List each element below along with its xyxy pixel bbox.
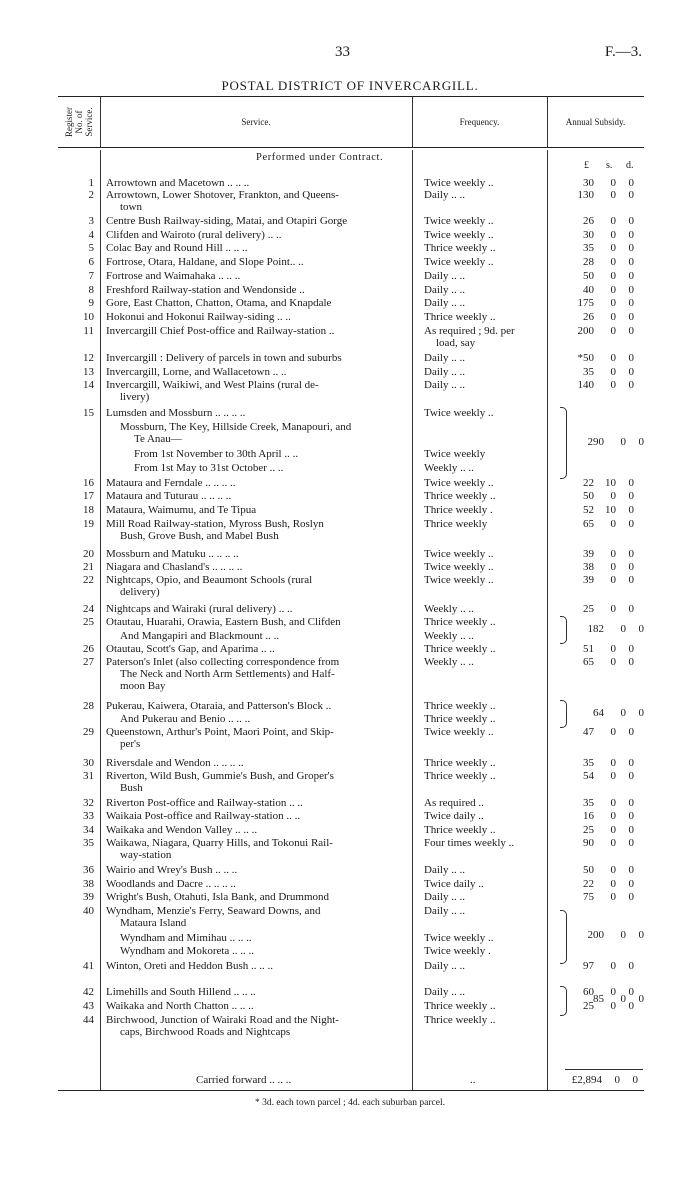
group-brace: [560, 986, 567, 1016]
carried-forward-dots: ..: [470, 1074, 476, 1086]
frequency: Daily .. ..: [424, 366, 465, 378]
service-description: Pukerau, Kaiwera, Otaraia, and Patterson's Block ..: [106, 700, 332, 712]
frequency: Daily .. ..: [424, 864, 465, 876]
group-brace: [560, 407, 567, 479]
service-description: Wyndham, Menzie's Ferry, Seaward Downs, and Mataura Island: [106, 905, 321, 929]
group-brace: [560, 910, 567, 964]
register-number: 19: [83, 518, 94, 530]
frequency: Daily .. ..: [424, 297, 465, 309]
service-description: And Mangapiri and Blackmount .. ..: [120, 630, 280, 642]
service-description: Clifden and Wairoto (rural delivery) .. ..: [106, 229, 282, 241]
frequency: Thrice weekly ..: [424, 1014, 496, 1026]
frequency: Twice weekly .: [424, 945, 491, 957]
frequency: Twice weekly ..: [424, 407, 494, 419]
service-description: Riverton, Wild Bush, Gummie's Bush, and Groper's Bush: [106, 770, 334, 794]
service-description: Nightcaps, Opio, and Beaumont Schools (rural delivery): [106, 574, 313, 598]
register-number: 26: [83, 643, 94, 655]
register-number: 5: [88, 242, 94, 254]
annual-subsidy: *50 0 0: [577, 352, 634, 364]
service-description: Hokonui and Hokonui Railway-siding .. ..: [106, 311, 291, 323]
frequency: Thrice weekly ..: [424, 490, 496, 502]
service-description: Nightcaps and Wairaki (rural delivery) .. ..: [106, 603, 293, 615]
frequency: Thrice weekly ..: [424, 770, 496, 782]
header-subsidy: Annual Subsidy.: [565, 117, 626, 127]
frequency: Thrice weekly ..: [424, 242, 496, 254]
carried-forward-label: Carried forward .. .. ..: [196, 1074, 292, 1086]
carried-forward-amount: £2,894 0 0: [571, 1074, 638, 1086]
annual-subsidy: 22 0 0: [583, 878, 634, 890]
annual-subsidy: 22 10 0: [583, 477, 634, 489]
section-heading: Performed under Contract.: [256, 152, 384, 163]
register-number: 17: [83, 490, 94, 502]
document-reference: F.—3.: [604, 44, 642, 60]
frequency: Thrice weekly .: [424, 504, 493, 516]
frequency: Daily .. ..: [424, 986, 465, 998]
annual-subsidy: 35 0 0: [583, 797, 634, 809]
frequency: As required ..: [424, 797, 484, 809]
service-description: Wyndham and Mimihau .. .. ..: [120, 932, 252, 944]
frequency: Weekly .. ..: [424, 603, 474, 615]
annual-subsidy: 30 0 0: [583, 177, 634, 189]
service-description: From 1st November to 30th April .. ..: [134, 448, 299, 460]
annual-subsidy: 47 0 0: [583, 726, 634, 738]
annual-subsidy: 38 0 0: [583, 561, 634, 573]
service-description: Waikaia Post-office and Railway-station .. ..: [106, 810, 301, 822]
register-number: 32: [83, 797, 94, 809]
annual-subsidy: 39 0 0: [583, 548, 634, 560]
annual-subsidy: 97 0 0: [583, 960, 634, 972]
register-number: 38: [83, 878, 94, 890]
register-number: 36: [83, 864, 94, 876]
frequency: Four times weekly ..: [424, 837, 515, 849]
frequency: Thrice weekly ..: [424, 1000, 496, 1012]
annual-subsidy: 65 0 0: [583, 656, 634, 668]
register-number: 29: [83, 726, 94, 738]
frequency: Twice weekly: [424, 448, 486, 460]
header-frequency: Frequency.: [459, 117, 500, 127]
register-number: 21: [83, 561, 94, 573]
annual-subsidy: 50 0 0: [583, 490, 634, 502]
service-description: And Pukerau and Benio .. .. ..: [120, 713, 251, 725]
register-number: 41: [83, 960, 94, 972]
service-description: Wright's Bush, Otahuti, Isla Bank, and Drummond: [106, 891, 330, 903]
table-header: [58, 96, 644, 148]
frequency: Twice weekly ..: [424, 177, 494, 189]
annual-subsidy: 16 0 0: [583, 810, 634, 822]
register-number: 33: [83, 810, 94, 822]
frequency: Thrice weekly ..: [424, 757, 496, 769]
frequency: Thrice weekly ..: [424, 700, 496, 712]
page-number: 33: [335, 44, 350, 60]
register-number: 15: [83, 407, 94, 419]
service-description: Otautau, Huarahi, Orawia, Eastern Bush, and Clifden: [106, 616, 341, 628]
register-number: 3: [88, 215, 94, 227]
annual-subsidy: 35 0 0: [583, 366, 634, 378]
annual-subsidy: 60 0 0: [583, 986, 634, 998]
register-number: 9: [88, 297, 94, 309]
service-description: Centre Bush Railway-siding, Matai, and Otapiri Gorge: [106, 215, 348, 227]
frequency: Daily .. ..: [424, 379, 465, 391]
service-description: Fortrose and Waimahaka .. .. ..: [106, 270, 241, 282]
annual-subsidy: 75 0 0: [583, 891, 634, 903]
frequency: Thrice weekly ..: [424, 824, 496, 836]
register-number: 12: [83, 352, 94, 364]
frequency: Twice weekly ..: [424, 932, 494, 944]
service-description: Invercargill, Lorne, and Wallacetown .. ..: [106, 366, 287, 378]
register-number: 1: [88, 177, 94, 189]
service-description: Mill Road Railway-station, Myross Bush, Roslyn Bush, Grove Bush, and Mabel Bush: [106, 518, 324, 542]
frequency: Daily .. ..: [424, 352, 465, 364]
frequency: Twice daily ..: [424, 810, 484, 822]
frequency: Daily .. ..: [424, 905, 465, 917]
frequency: Thrice weekly ..: [424, 643, 496, 655]
service-description: Niagara and Chasland's .. .. .. ..: [106, 561, 243, 573]
register-number: 18: [83, 504, 94, 516]
annual-subsidy: 35 0 0: [583, 242, 634, 254]
service-description: Winton, Oreti and Heddon Bush .. .. ..: [106, 960, 273, 972]
frequency: Twice weekly ..: [424, 574, 494, 586]
frequency: Thrice weekly ..: [424, 713, 496, 725]
annual-subsidy: 35 0 0: [583, 757, 634, 769]
annual-subsidy: 25 0 0: [583, 1000, 634, 1012]
frequency: Twice weekly ..: [424, 256, 494, 268]
annual-subsidy: 90 0 0: [583, 837, 634, 849]
service-description: Riversdale and Wendon .. .. .. ..: [106, 757, 244, 769]
frequency: Twice weekly ..: [424, 561, 494, 573]
register-number: 40: [83, 905, 94, 917]
frequency: Daily .. ..: [424, 891, 465, 903]
service-description: Birchwood, Junction of Wairaki Road and the Night- caps, Birchwood Roads and Nightcaps: [106, 1014, 339, 1038]
annual-subsidy: 54 0 0: [583, 770, 634, 782]
service-description: From 1st May to 31st October .. ..: [134, 462, 284, 474]
service-description: Freshford Railway-station and Wendonside ..: [106, 284, 305, 296]
service-description: Mataura and Tuturau .. .. .. ..: [106, 490, 232, 502]
service-description: Mossburn, The Key, Hillside Creek, Manapouri, and Te Anau—: [120, 421, 352, 445]
annual-subsidy: 140 0 0: [577, 379, 634, 391]
service-description: Invercargill Chief Post-office and Railway-station ..: [106, 325, 335, 337]
service-description: Mossburn and Matuku .. .. .. ..: [106, 548, 239, 560]
footnote: * 3d. each town parcel ; 4d. each suburban parcel.: [255, 1098, 445, 1108]
frequency: Twice weekly ..: [424, 477, 494, 489]
register-number: 24: [83, 603, 94, 615]
register-number: 2: [88, 189, 94, 201]
service-description: Mataura, Waimumu, and Te Tipua: [106, 504, 257, 516]
unit-pounds: £: [584, 160, 589, 171]
register-number: 25: [83, 616, 94, 628]
service-description: Colac Bay and Round Hill .. .. ..: [106, 242, 248, 254]
annual-subsidy: 50 0 0: [583, 864, 634, 876]
header-service: Service.: [241, 117, 271, 127]
annual-subsidy: 30 0 0: [583, 229, 634, 241]
register-number: 28: [83, 700, 94, 712]
service-description: Paterson's Inlet (also collecting correspondence from The Neck and North Arm Settlements) and Half- moon Bay: [106, 656, 340, 692]
annual-subsidy: 65 0 0: [583, 518, 634, 530]
register-number: 31: [83, 770, 94, 782]
frequency: Thrice weekly: [424, 518, 488, 530]
annual-subsidy: 28 0 0: [583, 256, 634, 268]
register-number: 14: [83, 379, 94, 391]
group-brace: [560, 616, 567, 644]
service-description: Invercargill, Waikiwi, and West Plains (rural de- livery): [106, 379, 319, 403]
frequency: Thrice weekly ..: [424, 311, 496, 323]
frequency: Twice weekly ..: [424, 229, 494, 241]
annual-subsidy: 40 0 0: [583, 284, 634, 296]
service-description: Waikaka and North Chatton .. .. ..: [106, 1000, 254, 1012]
register-number: 10: [83, 311, 94, 323]
frequency: Twice weekly ..: [424, 548, 494, 560]
register-number: 13: [83, 366, 94, 378]
service-description: Otautau, Scott's Gap, and Aparima .. ..: [106, 643, 275, 655]
annual-subsidy: 26 0 0: [583, 311, 634, 323]
service-description: Arrowtown and Macetown .. .. ..: [106, 177, 250, 189]
register-number: 44: [83, 1014, 94, 1026]
frequency: As required ; 9d. per load, say: [424, 325, 515, 349]
annual-subsidy: 175 0 0: [577, 297, 634, 309]
frequency: Twice weekly ..: [424, 726, 494, 738]
register-number: 11: [83, 325, 94, 337]
register-number: 7: [88, 270, 94, 282]
frequency: Daily .. ..: [424, 284, 465, 296]
frequency: Weekly .. ..: [424, 462, 474, 474]
frequency: Twice daily ..: [424, 878, 484, 890]
service-description: Fortrose, Otara, Haldane, and Slope Point.. ..: [106, 256, 304, 268]
register-number: 34: [83, 824, 94, 836]
service-description: Wyndham and Mokoreta .. .. ..: [120, 945, 255, 957]
frequency: Thrice weekly ..: [424, 616, 496, 628]
annual-subsidy: 25 0 0: [583, 603, 634, 615]
annual-subsidy: 200 0 0: [577, 325, 634, 337]
service-description: Mataura and Ferndale .. .. .. ..: [106, 477, 236, 489]
register-number: 35: [83, 837, 94, 849]
register-number: 22: [83, 574, 94, 586]
service-description: Arrowtown, Lower Shotover, Frankton, and Queens- town: [106, 189, 339, 213]
service-description: Waikawa, Niagara, Quarry Hills, and Tokonui Rail- way-station: [106, 837, 333, 861]
service-description: Waikaka and Wendon Valley .. .. ..: [106, 824, 258, 836]
frequency: Twice weekly ..: [424, 215, 494, 227]
register-number: 8: [88, 284, 94, 296]
annual-subsidy: 39 0 0: [583, 574, 634, 586]
register-number: 27: [83, 656, 94, 668]
register-number: 30: [83, 757, 94, 769]
register-number: 42: [83, 986, 94, 998]
service-description: Limehills and South Hillend .. .. ..: [106, 986, 256, 998]
service-description: Wairio and Wrey's Bush .. .. ..: [106, 864, 238, 876]
register-number: 6: [88, 256, 94, 268]
unit-shillings: s.: [606, 160, 613, 171]
register-number: 43: [83, 1000, 94, 1012]
register-number: 4: [88, 229, 94, 241]
service-description: Gore, East Chatton, Chatton, Otama, and Knapdale: [106, 297, 332, 309]
frequency: Weekly .. ..: [424, 656, 474, 668]
annual-subsidy: 52 10 0: [583, 504, 634, 516]
page-title: POSTAL DISTRICT OF INVERCARGILL.: [221, 78, 479, 93]
register-number: 20: [83, 548, 94, 560]
unit-pence: d.: [626, 160, 634, 171]
register-number: 39: [83, 891, 94, 903]
annual-subsidy: 51 0 0: [583, 643, 634, 655]
annual-subsidy: 50 0 0: [583, 270, 634, 282]
service-description: Riverton Post-office and Railway-station .. ..: [106, 797, 303, 809]
annual-subsidy: 130 0 0: [577, 189, 634, 201]
header-register: Register No. of Service.: [64, 107, 94, 137]
frequency: Daily .. ..: [424, 960, 465, 972]
service-description: Invercargill : Delivery of parcels in town and suburbs: [106, 352, 342, 364]
group-brace: [560, 700, 567, 728]
annual-subsidy: 26 0 0: [583, 215, 634, 227]
service-description: Woodlands and Dacre .. .. .. ..: [106, 878, 236, 890]
annual-subsidy: 25 0 0: [583, 824, 634, 836]
register-number: 16: [83, 477, 94, 489]
frequency: Daily .. ..: [424, 189, 465, 201]
frequency: Daily .. ..: [424, 270, 465, 282]
service-description: Queenstown, Arthur's Point, Maori Point, and Skip- per's: [106, 726, 334, 750]
frequency: Weekly .. ..: [424, 630, 474, 642]
service-description: Lumsden and Mossburn .. .. .. ..: [106, 407, 246, 419]
